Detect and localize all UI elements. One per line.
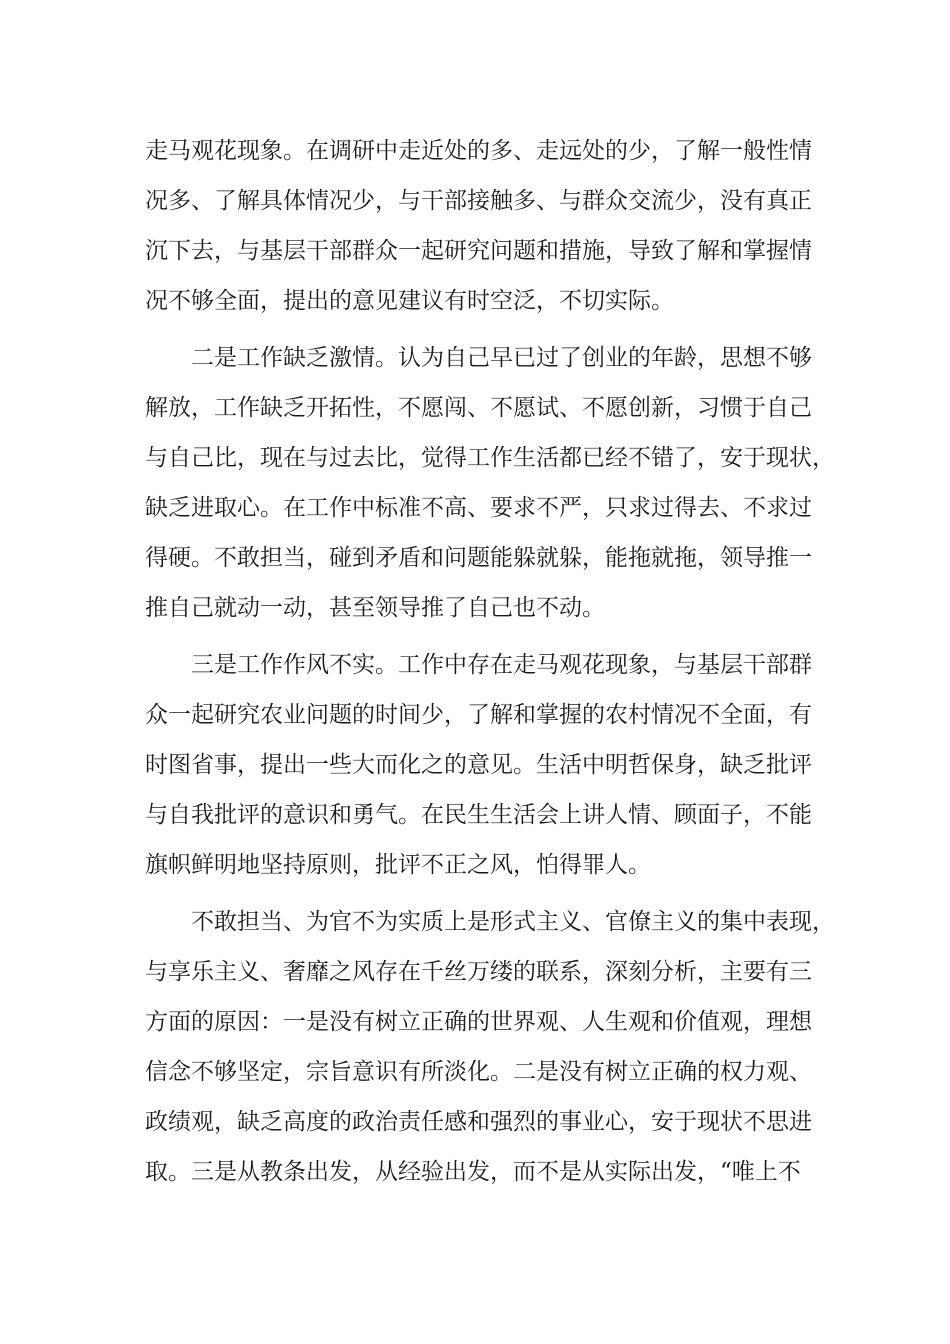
text-line: 二是工作缺乏激情。认为自己早已过了创业的年龄，思想不够 <box>191 345 812 371</box>
text-line: 旗帜鲜明地坚持原则，批评不正之风，怕得罪人。 <box>145 852 651 878</box>
text-line: 解放，工作缺乏开拓性，不愿闯、不愿试、不愿创新，习惯于自己 <box>145 395 812 421</box>
text-line: 沉下去，与基层干部群众一起研究问题和措施，导致了解和掌握情 <box>145 238 812 264</box>
text-line: 况多、了解具体情况少，与干部接触多、与群众交流少，没有真正 <box>145 188 812 214</box>
text-line: 不敢担当、为官不为实质上是形式主义、官僚主义的集中表现， <box>191 909 835 935</box>
text-line: 时图省事，提出一些大而化之的意见。生活中明哲保身，缺乏批评 <box>145 752 812 778</box>
text-line: 与享乐主义、奢靡之风存在千丝万缕的联系，深刻分析，主要有三 <box>145 959 812 985</box>
text-line: 众一起研究农业问题的时间少，了解和掌握的农村情况不全面，有 <box>145 702 812 728</box>
text-line: 与自己比，现在与过去比，觉得工作生活都已经不错了，安于现状， <box>145 445 835 471</box>
text-line: 方面的原因：一是没有树立正确的世界观、人生观和价值观，理想 <box>145 1009 812 1035</box>
text-line: 况不够全面，提出的意见建议有时空泛，不切实际。 <box>145 288 674 314</box>
text-line: 与自我批评的意识和勇气。在民生生活会上讲人情、顾面子，不能 <box>145 802 812 828</box>
text-line: 政绩观，缺乏高度的政治责任感和强烈的事业心，安于现状不思进 <box>145 1109 812 1135</box>
text-line: 取。三是从教条出发，从经验出发，而不是从实际出发，“唯上不 <box>145 1159 801 1185</box>
text-line: 得硬。不敢担当，碰到矛盾和问题能躲就躲，能拖就拖，领导推一 <box>145 545 812 571</box>
text-line: 三是工作作风不实。工作中存在走马观花现象，与基层干部群 <box>191 652 812 678</box>
text-line: 信念不够坚定，宗旨意识有所淡化。二是没有树立正确的权力观、 <box>145 1059 812 1085</box>
text-line: 推自己就动一动，甚至领导推了自己也不动。 <box>145 595 605 621</box>
text-line: 走马观花现象。在调研中走近处的多、走远处的少，了解一般性情 <box>145 138 812 164</box>
text-line: 缺乏进取心。在工作中标准不高、要求不严，只求过得去、不求过 <box>145 495 812 521</box>
